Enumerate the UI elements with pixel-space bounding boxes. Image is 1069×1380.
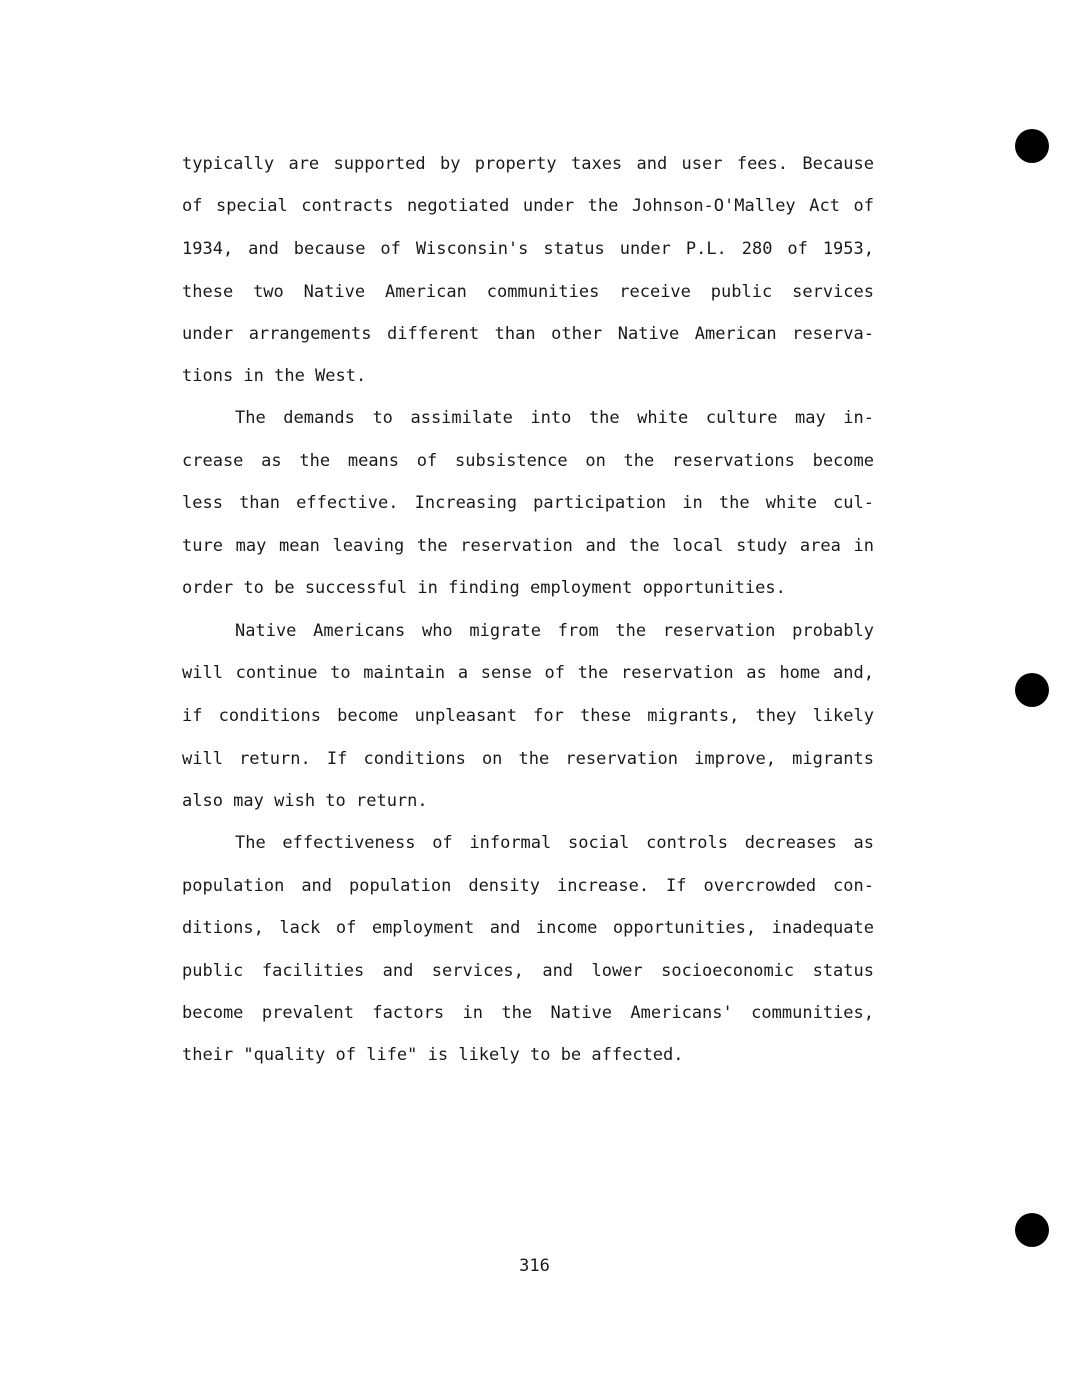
text-line: also may wish to return. <box>182 791 428 811</box>
text-line: these two Native American communities receive public services <box>182 282 874 302</box>
text-line: less than effective. Increasing participation in the white cul- <box>182 493 874 513</box>
punch-hole-bottom <box>1015 1213 1049 1247</box>
text-line: ditions, lack of employment and income opportunities, inadequate <box>182 918 874 938</box>
text-line: crease as the means of subsistence on the reservations become <box>182 451 874 471</box>
text-line: if conditions become unpleasant for these migrants, they likely <box>182 706 874 726</box>
text-line: order to be successful in finding employment opportunities. <box>182 578 786 598</box>
text-line: will continue to maintain a sense of the reservation as home and, <box>182 663 874 683</box>
page-number: 316 <box>519 1256 550 1276</box>
text-line: become prevalent factors in the Native Americans' communities, <box>182 1003 874 1023</box>
text-line: population and population density increase. If overcrowded con- <box>182 876 874 896</box>
text-line: Native Americans who migrate from the reservation probably <box>235 621 874 641</box>
text-line: The demands to assimilate into the white culture may in- <box>235 408 874 428</box>
text-line: public facilities and services, and lower socioeconomic status <box>182 961 874 981</box>
punch-hole-top <box>1015 129 1049 163</box>
text-line: The effectiveness of informal social controls decreases as <box>235 833 874 853</box>
text-line: their "quality of life" is likely to be affected. <box>182 1045 684 1065</box>
text-line: of special contracts negotiated under the Johnson-O'Malley Act of <box>182 196 874 216</box>
text-line: under arrangements different than other Native American reserva- <box>182 324 874 344</box>
text-line: 1934, and because of Wisconsin's status under P.L. 280 of 1953, <box>182 239 874 259</box>
punch-hole-middle <box>1015 673 1049 707</box>
text-line: will return. If conditions on the reservation improve, migrants <box>182 749 874 769</box>
text-line: typically are supported by property taxes and user fees. Because <box>182 154 874 174</box>
text-line: ture may mean leaving the reservation and the local study area in <box>182 536 874 556</box>
text-line: tions in the West. <box>182 366 367 386</box>
